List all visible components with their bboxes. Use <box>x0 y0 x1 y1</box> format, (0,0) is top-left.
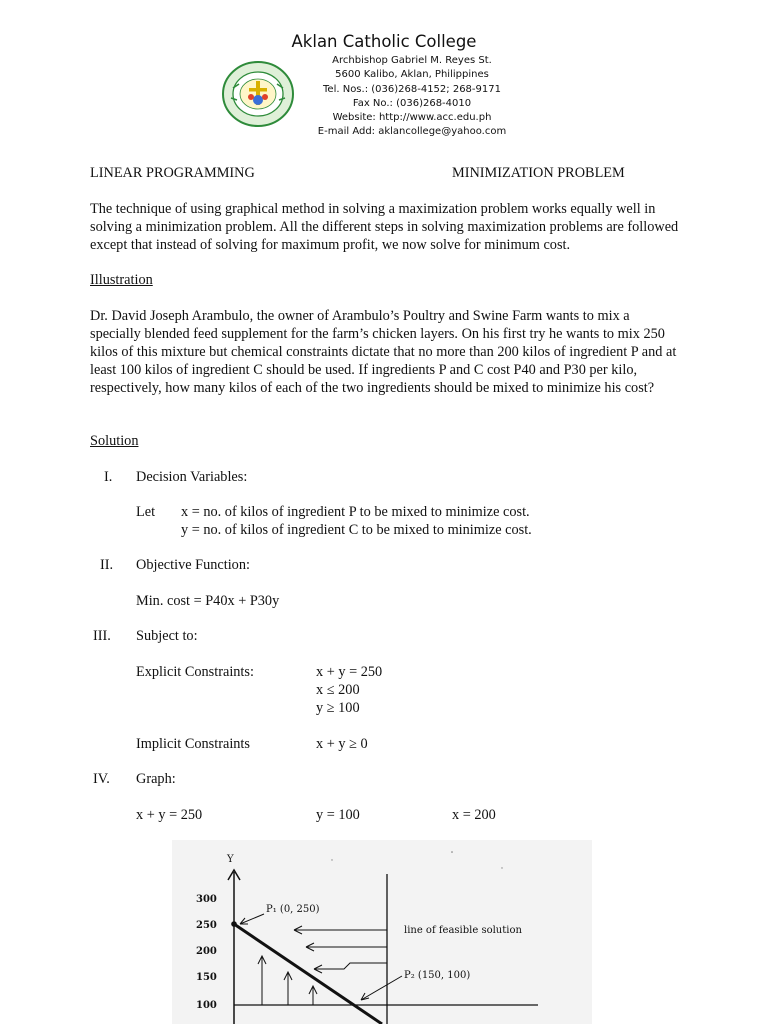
telephone-line: Tel. Nos.: (036)268-4152; 268-9171 <box>323 83 501 95</box>
step-4-number: IV. <box>93 771 110 787</box>
step-1-title: Decision Variables: <box>136 469 248 485</box>
step-3-number: III. <box>93 628 111 644</box>
constraint-3: y ≥ 100 <box>316 700 360 716</box>
constraint-2: x ≤ 200 <box>316 682 360 698</box>
objective-function: Min. cost = P40x + P30y <box>136 593 280 609</box>
p1-label: P₁ (0, 250) <box>266 904 320 915</box>
y-tick-100: 100 <box>196 1000 217 1011</box>
step-2-number: II. <box>100 557 114 573</box>
implicit-constraints-label: Implicit Constraints <box>136 736 250 752</box>
feasible-region-graph <box>172 840 592 1024</box>
subject-left: LINEAR PROGRAMMING <box>90 165 255 181</box>
variable-y: y = no. of kilos of ingredient C to be mixed to minimize cost. <box>181 522 532 538</box>
graph-equation-1: x + y = 250 <box>136 807 203 823</box>
website-line: Website: http://www.acc.edu.ph <box>332 112 492 124</box>
step-1-number: I. <box>104 469 113 485</box>
y-axis-label: Y <box>227 854 234 865</box>
constraint-1: x + y = 250 <box>316 664 383 680</box>
y-tick-150: 150 <box>196 972 217 983</box>
address-line-1: Archbishop Gabriel M. Reyes St. <box>332 55 492 66</box>
email-line: E-mail Add: aklancollege@yahoo.com <box>317 126 507 138</box>
solution-heading: Solution <box>90 433 139 449</box>
graph-equation-2: y = 100 <box>316 807 360 823</box>
illustration-heading: Illustration <box>90 272 153 288</box>
y-tick-200: 200 <box>196 946 217 957</box>
variable-x: x = no. of kilos of ingredient P to be mixed to minimize cost. <box>181 504 530 520</box>
y-tick-250: 250 <box>196 920 217 931</box>
step-2-title: Objective Function: <box>136 557 250 573</box>
college-address-block <box>200 54 624 140</box>
y-tick-300: 300 <box>196 894 217 905</box>
explicit-constraints-label: Explicit Constraints: <box>136 664 254 680</box>
step-3-title: Subject to: <box>136 628 198 644</box>
subject-right: MINIMIZATION PROBLEM <box>452 165 625 181</box>
address-line-2: 5600 Kalibo, Aklan, Philippines <box>335 69 489 81</box>
point-p1 <box>231 921 237 927</box>
feasible-label: line of feasible solution <box>404 925 522 936</box>
college-name: Aklan Catholic College <box>291 32 477 51</box>
intro-paragraph: The technique of using graphical method in solving a maximization problem works equally well in solving a minimization problem. All the different steps in solving maximization problems are followed except that instead of solving for maximum profit, we now solve for minimum cost. <box>90 201 679 253</box>
p2-label: P₂ (150, 100) <box>404 970 471 981</box>
step-4-title: Graph: <box>136 771 176 787</box>
fax-line: Fax No.: (036)268-4010 <box>352 97 472 109</box>
let-label: Let <box>136 504 156 520</box>
graph-equation-3: x = 200 <box>452 807 496 823</box>
constraint-4: x + y ≥ 0 <box>316 736 368 752</box>
problem-paragraph: Dr. David Joseph Arambulo, the owner of Arambulo’s Poultry and Swine Farm wants to mix a specially blended feed supplement for the farm’s chicken layers. On his first try he wants to mix 250 kilos of this mixture but chemical constraints dictate that no more than 200 kilos of ingredient P and at least 100 kilos of ingredient C should be used. If ingredients P and C cost P40 and P30 per kilo, respectively, how many kilos of each of the two ingredients should be mixed to minimize his cost? <box>90 308 677 396</box>
